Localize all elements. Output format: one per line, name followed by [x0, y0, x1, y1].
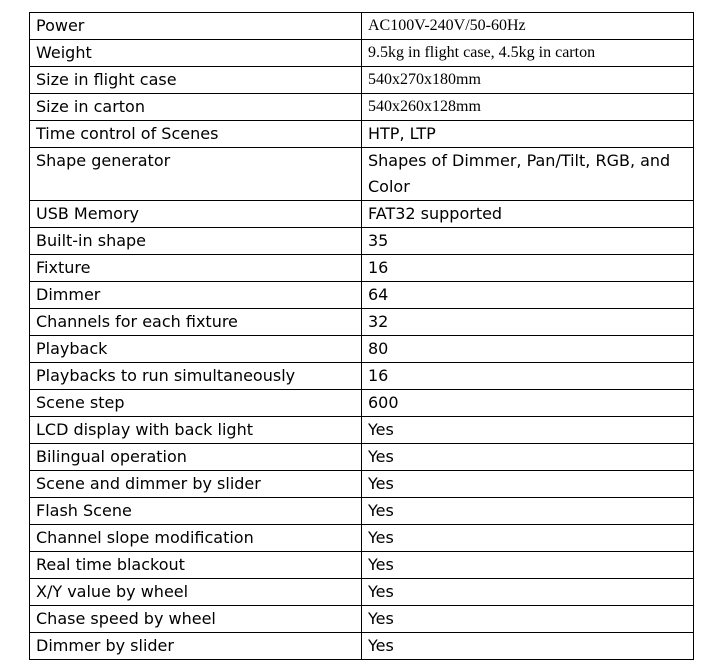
row-value: 9.5kg in flight case, 4.5kg in carton — [362, 40, 694, 67]
row-label: Real time blackout — [30, 552, 362, 579]
row-label: Channel slope modification — [30, 525, 362, 552]
table-row — [30, 309, 694, 336]
row-value: HTP, LTP — [362, 121, 694, 148]
table-row — [30, 633, 694, 660]
table-row — [30, 255, 694, 282]
row-label: Size in carton — [30, 94, 362, 121]
row-label: Shape generator — [30, 148, 362, 201]
row-value: FAT32 supported — [362, 201, 694, 228]
row-value: Yes — [362, 525, 694, 552]
spec-table-body — [30, 13, 694, 660]
table-row — [30, 471, 694, 498]
row-value: 540x260x128mm — [362, 94, 694, 121]
table-row — [30, 498, 694, 525]
row-label: Playbacks to run simultaneously — [30, 363, 362, 390]
row-value: 540x270x180mm — [362, 67, 694, 94]
row-value: 64 — [362, 282, 694, 309]
table-row — [30, 525, 694, 552]
row-label: LCD display with back light — [30, 417, 362, 444]
table-row — [30, 579, 694, 606]
row-label: USB Memory — [30, 201, 362, 228]
row-label: Fixture — [30, 255, 362, 282]
row-value: 16 — [362, 363, 694, 390]
row-value: Yes — [362, 471, 694, 498]
row-value: Yes — [362, 579, 694, 606]
row-label: Dimmer — [30, 282, 362, 309]
row-value: Shapes of Dimmer, Pan/Tilt, RGB, and Color — [362, 148, 694, 201]
table-row — [30, 40, 694, 67]
table-row — [30, 552, 694, 579]
row-label: X/Y value by wheel — [30, 579, 362, 606]
row-value: AC100V-240V/50-60Hz — [362, 13, 694, 40]
table-row — [30, 444, 694, 471]
row-label: Playback — [30, 336, 362, 363]
table-row — [30, 282, 694, 309]
row-label: Channels for each fixture — [30, 309, 362, 336]
row-label: Built-in shape — [30, 228, 362, 255]
row-label: Weight — [30, 40, 362, 67]
row-label: Power — [30, 13, 362, 40]
row-value: 35 — [362, 228, 694, 255]
row-label: Bilingual operation — [30, 444, 362, 471]
table-row — [30, 94, 694, 121]
row-label: Flash Scene — [30, 498, 362, 525]
row-label: Chase speed by wheel — [30, 606, 362, 633]
row-label: Scene and dimmer by slider — [30, 471, 362, 498]
row-label: Scene step — [30, 390, 362, 417]
table-row — [30, 148, 694, 201]
table-row — [30, 417, 694, 444]
row-value: Yes — [362, 552, 694, 579]
table-row — [30, 201, 694, 228]
spec-table — [29, 12, 694, 660]
table-row — [30, 606, 694, 633]
row-label: Time control of Scenes — [30, 121, 362, 148]
row-value: 80 — [362, 336, 694, 363]
row-value: 600 — [362, 390, 694, 417]
table-row — [30, 390, 694, 417]
row-value: Yes — [362, 444, 694, 471]
table-row — [30, 336, 694, 363]
table-row — [30, 67, 694, 94]
table-row — [30, 121, 694, 148]
row-label: Size in flight case — [30, 67, 362, 94]
table-row — [30, 13, 694, 40]
row-value: 32 — [362, 309, 694, 336]
table-row — [30, 228, 694, 255]
row-label: Dimmer by slider — [30, 633, 362, 660]
row-value: Yes — [362, 633, 694, 660]
row-value: Yes — [362, 606, 694, 633]
row-value: 16 — [362, 255, 694, 282]
row-value: Yes — [362, 417, 694, 444]
table-row — [30, 363, 694, 390]
row-value: Yes — [362, 498, 694, 525]
